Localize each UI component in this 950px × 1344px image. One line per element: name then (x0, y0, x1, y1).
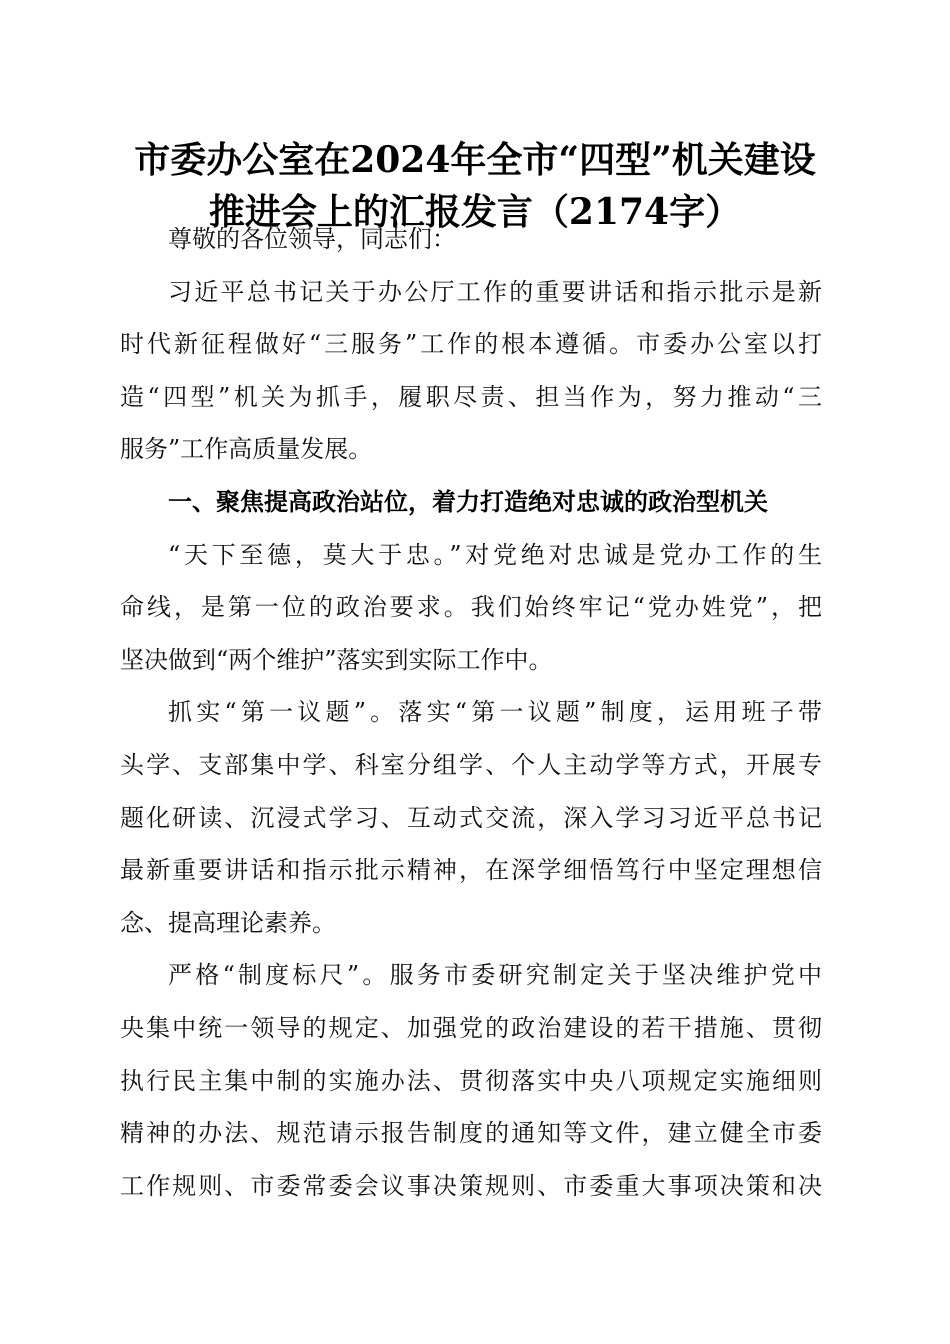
body-line: 抓实“第一议题”。落实“第一议题”制度，运用班子带 (168, 698, 822, 727)
body-line: 头学、支部集中学、科室分组学、个人主动学等方式，开展专 (120, 750, 822, 779)
body-line: 坚决做到“两个维护”落实到实际工作中。 (120, 645, 553, 674)
body-line: 央集中统一领导的规定、加强党的政治建设的若干措施、贯彻 (120, 1013, 822, 1042)
section-heading: 一、聚焦提高政治站位，着力打造绝对忠诚的政治型机关 (168, 486, 768, 516)
body-line: 时代新征程做好“三服务”工作的根本遵循。市委办公室以打 (120, 330, 822, 359)
body-line: 工作规则、市委常委会议事决策规则、市委重大事项决策和决 (120, 1171, 822, 1200)
body-line: “天下至德，莫大于忠。”对党绝对忠诚是党办工作的生 (168, 540, 822, 569)
body-line: 服务”工作高质量发展。 (120, 435, 373, 464)
body-line: 精神的办法、规范请示报告制度的通知等文件，建立健全市委 (120, 1119, 822, 1148)
body-line: 造“四型”机关为抓手，履职尽责、担当作为，努力推动“三 (120, 382, 822, 411)
body-line: 习近平总书记关于办公厅工作的重要讲话和指示批示是新 (168, 277, 822, 306)
body-line: 命线，是第一位的政治要求。我们始终牢记“党办姓党”，把 (120, 593, 822, 622)
document-body (120, 213, 822, 1212)
salutation: 尊敬的各位领导，同志们： (168, 225, 456, 253)
body-line: 严格“制度标尺”。服务市委研究制定关于坚决维护党中 (168, 961, 822, 990)
body-line: 执行民主集中制的实施办法、贯彻落实中央八项规定实施细则 (120, 1066, 822, 1095)
body-line: 最新重要讲话和指示批示精神，在深学细悟笃行中坚定理想信 (120, 856, 822, 885)
document-title-line-1: 市委办公室在2024年全市“四型”机关建设 (134, 139, 816, 181)
document-title-line-2: 推进会上的汇报发言（2174字） (208, 191, 742, 233)
body-line: 题化研读、沉浸式学习、互动式交流，深入学习习近平总书记 (120, 803, 822, 832)
body-line: 念、提高理论素养。 (120, 908, 336, 937)
